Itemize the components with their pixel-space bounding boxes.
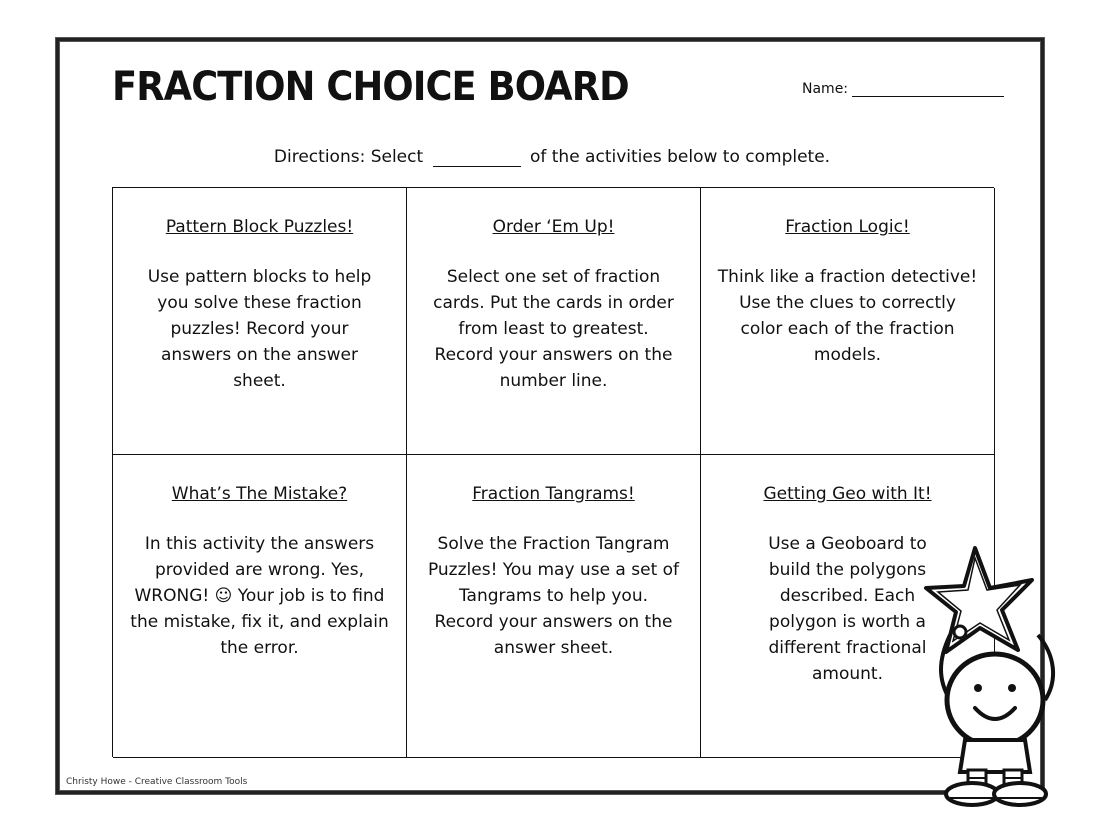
choice-board-grid <box>112 187 994 757</box>
choice-cell <box>113 455 407 758</box>
cell-description: Think like a fraction detective! Use the clues to correctly color each of the fraction models. <box>717 267 978 365</box>
cell-title: Pattern Block Puzzles! <box>165 217 354 237</box>
name-field <box>802 81 1004 97</box>
face-icon <box>947 654 1043 746</box>
cell-description: Use pattern blocks to help you solve these fraction puzzles! Record your answers on the answer sheet. <box>147 267 372 391</box>
star-kid-icon <box>920 540 1070 808</box>
credit-text: Christy Howe - Creative Classroom Tools <box>66 777 248 787</box>
directions-before: Directions: Select <box>273 147 424 167</box>
directions-after: of the activities below to complete. <box>529 147 831 167</box>
directions-blank-line[interactable] <box>433 150 521 167</box>
choice-cell <box>407 455 701 758</box>
hand-icon <box>954 626 966 638</box>
cell-title: Getting Geo with It! <box>763 484 932 504</box>
eye-icon <box>974 684 982 692</box>
cell-description: Select one set of fraction cards. Put the cards in order from least to greatest. Record your answers on the number line. <box>433 267 674 391</box>
cell-title: What’s The Mistake? <box>171 484 348 504</box>
name-blank-line[interactable] <box>852 81 1004 97</box>
choice-cell <box>407 188 701 455</box>
choice-cell <box>113 188 407 455</box>
choice-cell <box>701 188 995 455</box>
shoe-icon <box>946 783 998 805</box>
page-title: FRACTION CHOICE BOARD <box>112 64 629 110</box>
star-icon <box>926 548 1032 652</box>
cell-title: Order ‘Em Up! <box>492 217 615 237</box>
eye-icon <box>1008 684 1016 692</box>
cell-title: Fraction Logic! <box>785 217 910 237</box>
name-label: Name: <box>802 81 849 97</box>
body-icon <box>960 740 1030 772</box>
cell-title: Fraction Tangrams! <box>472 484 635 504</box>
cell-description: Use a Geoboard to build the polygons described. Each polygon is worth a different fractional amount. <box>768 534 927 684</box>
cell-description: Solve the Fraction Tangram Puzzles! You may use a set of Tangrams to help you. Record your answers on the answer sheet. <box>427 534 680 658</box>
shoe-icon <box>994 783 1046 805</box>
cell-description: In this activity the answers provided are wrong. Yes, WRONG! ☺ Your job is to find the mistake, fix it, and explain the error. <box>130 534 389 658</box>
directions <box>0 147 1104 167</box>
